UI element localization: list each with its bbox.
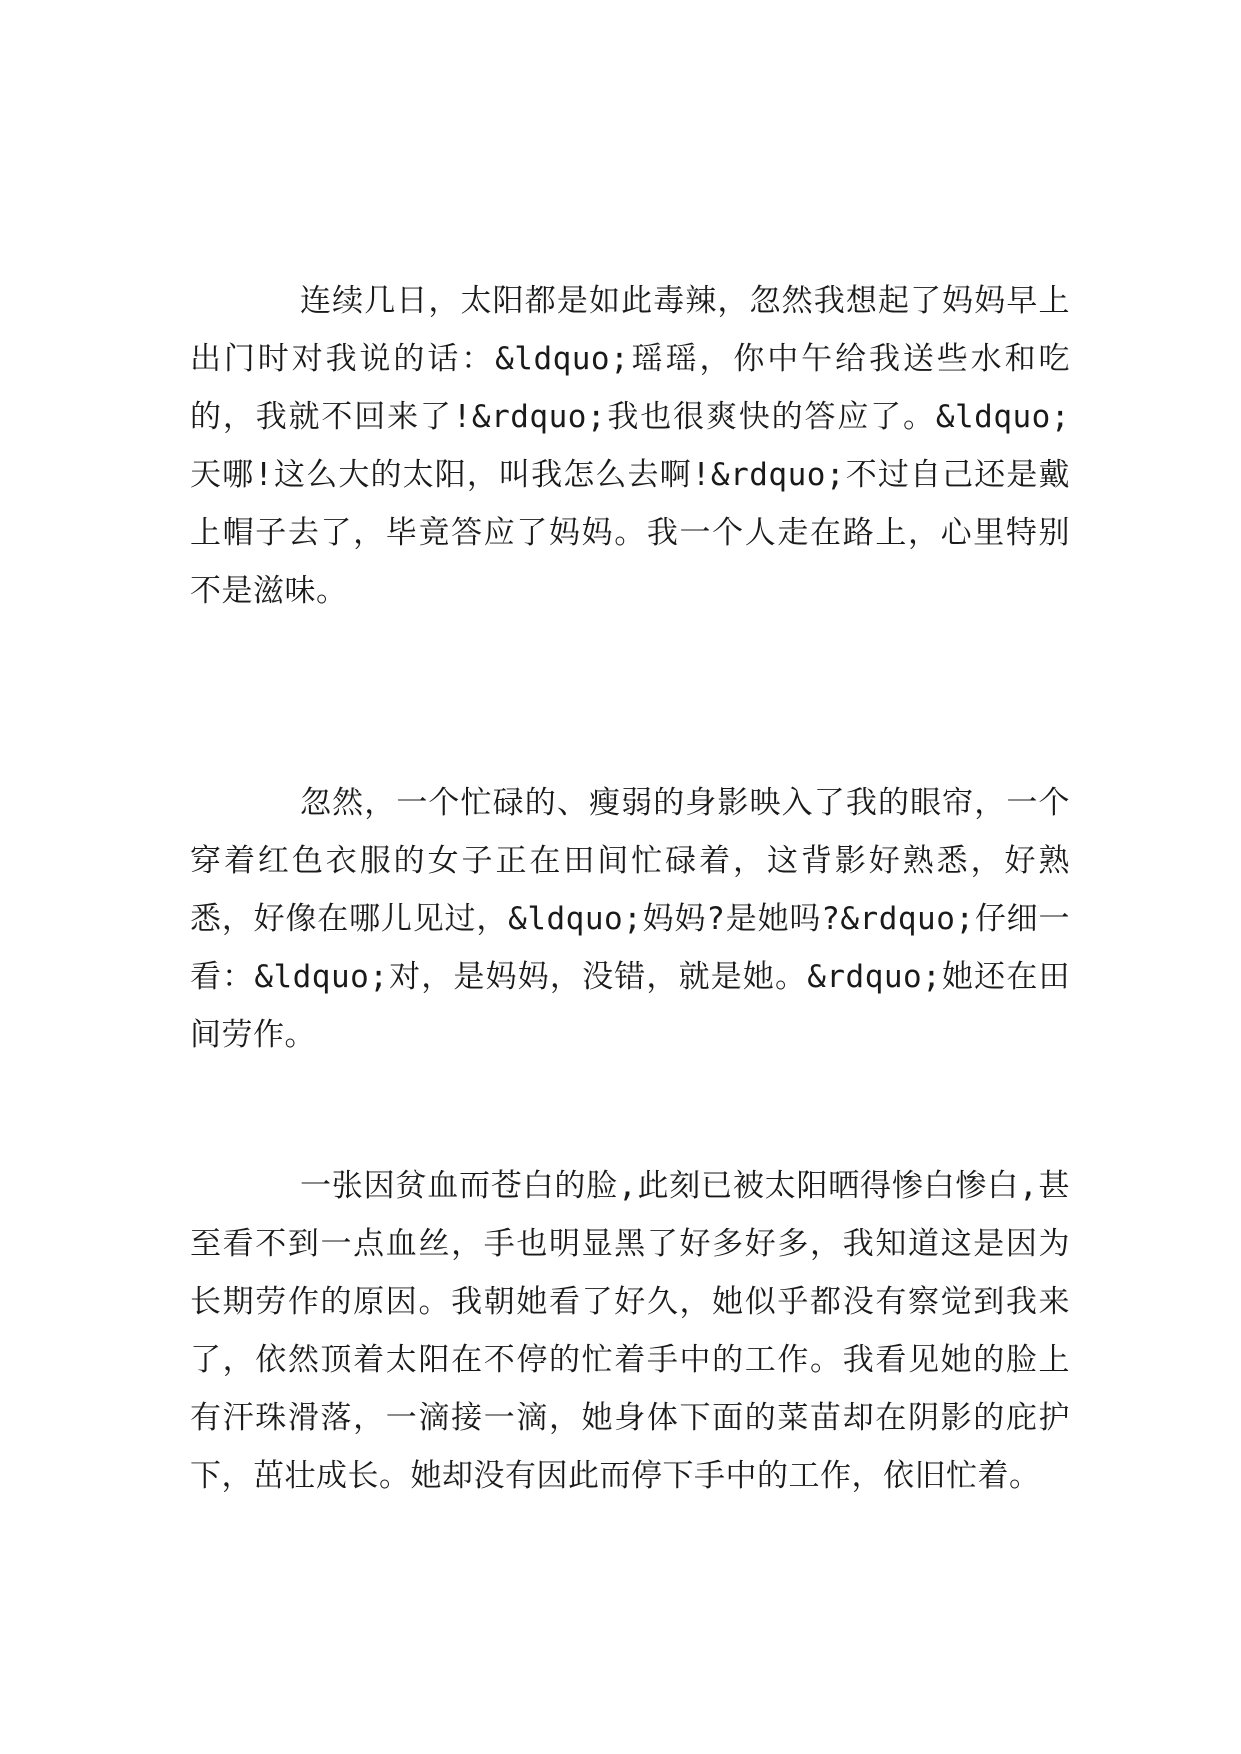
paragraph-2: 忽然，一个忙碌的、瘦弱的身影映入了我的眼帘，一个穿着红色衣服的女子正在田间忙碌着，这背影好熟悉，好熟悉，好像在哪儿见过，&ldquo;妈妈?是她吗?&rdquo;仔细一看：&ldquo;对，是妈妈，没错，就是她。&rdquo;她还在田间劳作。 (190, 785, 1070, 1053)
paragraph-3: 一张因贫血而苍白的脸,此刻已被太阳晒得惨白惨白,甚至看不到一点血丝，手也明显黑了好多好多，我知道这是因为长期劳作的原因。我朝她看了好久，她似乎都没有察觉到我来了，依然顶着太阳在不停的忙着手中的工作。我看见她的脸上有汗珠滑落，一滴接一滴，她身体下面的菜苗却在阴影的庇护下，茁壮成长。她却没有因此而停下手中的工作，依旧忙着。 (190, 1168, 1070, 1494)
paragraph-1: 连续几日，太阳都是如此毒辣，忽然我想起了妈妈早上出门时对我说的话：&ldquo;瑶瑶，你中午给我送些水和吃的，我就不回来了!&rdquo;我也很爽快的答应了。&ldquo;天哪!这么大的太阳，叫我怎么去啊!&rdquo;不过自己还是戴上帽子去了，毕竟答应了妈妈。我一个人走在路上，心里特别不是滋味。 (190, 283, 1070, 609)
